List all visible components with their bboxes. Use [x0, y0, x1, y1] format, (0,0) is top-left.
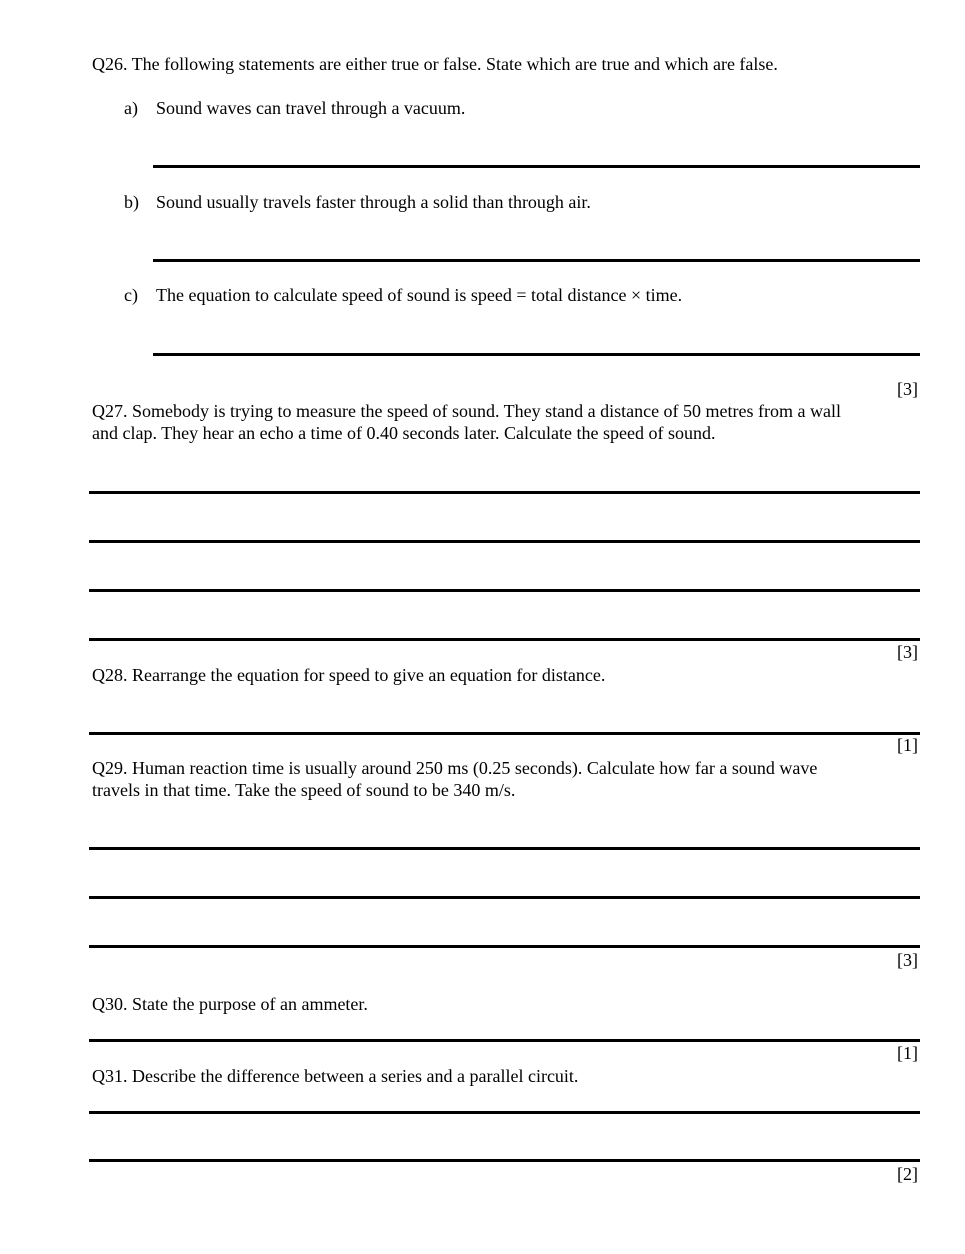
answer-line-q26c[interactable] [153, 353, 920, 356]
q26-part-b-text: Sound usually travels faster through a solid than through air. [156, 192, 591, 212]
q27-question-line2: and clap. They hear an echo a time of 0.40 seconds later. Calculate the speed of sound. [92, 423, 716, 443]
q26-part-c-text: The equation to calculate speed of sound is speed = total distance × time. [156, 285, 683, 305]
q29-question-line2: travels in that time. Take the speed of sound to be 340 m/s. [92, 780, 516, 800]
q31-question: Q31. Describe the difference between a series and a parallel circuit. [92, 1066, 579, 1086]
q30-marks: [1] [897, 1043, 918, 1063]
q26-part-c-label: c) [124, 285, 138, 305]
answer-line-q27-2[interactable] [89, 540, 920, 543]
answer-line-q29-2[interactable] [89, 896, 920, 899]
q29-question-line1: Q29. Human reaction time is usually around 250 ms (0.25 seconds). Calculate how far a sound wave [92, 758, 818, 778]
answer-line-q27-4[interactable] [89, 638, 920, 641]
q30-question: Q30. State the purpose of an ammeter. [92, 994, 368, 1014]
q28-marks: [1] [897, 735, 918, 755]
q26-part-a-text: Sound waves can travel through a vacuum. [156, 98, 466, 118]
answer-line-q26b[interactable] [153, 259, 920, 262]
q26-part-a-label: a) [124, 98, 138, 118]
answer-line-q31-1[interactable] [89, 1111, 920, 1114]
q28-question: Q28. Rearrange the equation for speed to give an equation for distance. [92, 665, 606, 685]
q27-marks: [3] [897, 642, 918, 662]
q27-question-line1: Q27. Somebody is trying to measure the speed of sound. They stand a distance of 50 metres from a wall [92, 401, 842, 421]
answer-line-q31-2[interactable] [89, 1159, 920, 1162]
answer-line-q27-1[interactable] [89, 491, 920, 494]
answer-line-q29-1[interactable] [89, 847, 920, 850]
q29-marks: [3] [897, 950, 918, 970]
answer-line-q29-3[interactable] [89, 945, 920, 948]
q26-question: Q26. The following statements are either true or false. State which are true and which are false. [92, 54, 778, 74]
q26-marks: [3] [897, 379, 918, 399]
answer-line-q30[interactable] [89, 1039, 920, 1042]
answer-line-q28[interactable] [89, 732, 920, 735]
answer-line-q26a[interactable] [153, 165, 920, 168]
q31-marks: [2] [897, 1164, 918, 1184]
q26-part-b-label: b) [124, 192, 139, 212]
answer-line-q27-3[interactable] [89, 589, 920, 592]
